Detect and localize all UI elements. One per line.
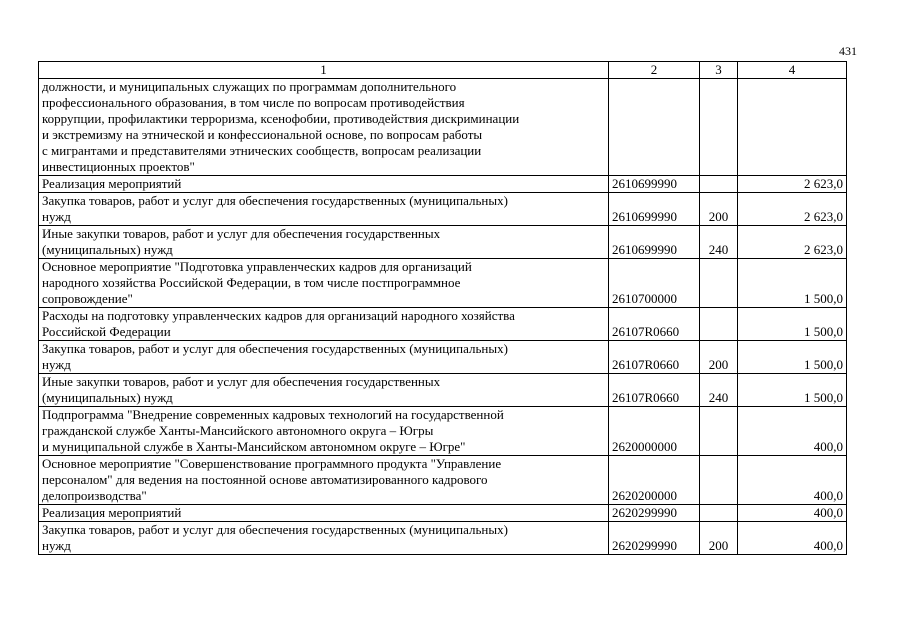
header-col-2: 2 [609,62,700,79]
row-name-cell: Закупка товаров, работ и услуг для обеспечения государственных (муниципальных) нужд [39,193,609,226]
row-name-cell: Иные закупки товаров, работ и услуг для обеспечения государственных (муниципальных) нужд [39,374,609,407]
row-expense-type-cell [700,456,738,505]
table-row [39,79,847,176]
row-code-cell: 2610700000 [609,259,700,308]
row-expense-type-cell: 200 [700,341,738,374]
table-row [39,176,847,193]
table-row [39,456,847,505]
row-expense-type-cell: 240 [700,226,738,259]
row-amount-cell: 1 500,0 [738,341,847,374]
header-col-1: 1 [39,62,609,79]
row-amount-cell: 1 500,0 [738,308,847,341]
row-amount-cell: 400,0 [738,522,847,555]
row-code-cell: 2610699990 [609,176,700,193]
row-amount-cell: 2 623,0 [738,193,847,226]
header-col-3: 3 [700,62,738,79]
row-name-cell: Иные закупки товаров, работ и услуг для обеспечения государственных (муниципальных) нужд [39,226,609,259]
row-amount-cell: 400,0 [738,407,847,456]
table-row [39,505,847,522]
table-row [39,341,847,374]
table-row [39,259,847,308]
row-amount-cell: 400,0 [738,505,847,522]
table-row [39,308,847,341]
row-name-cell: Закупка товаров, работ и услуг для обеспечения государственных (муниципальных) нужд [39,522,609,555]
row-expense-type-cell [700,407,738,456]
row-code-cell: 2620000000 [609,407,700,456]
row-amount-cell: 1 500,0 [738,374,847,407]
row-amount-cell [738,79,847,176]
row-amount-cell: 2 623,0 [738,176,847,193]
row-name-cell: Закупка товаров, работ и услуг для обеспечения государственных (муниципальных) нужд [39,341,609,374]
header-col-4: 4 [738,62,847,79]
row-name-cell: Реализация мероприятий [39,176,609,193]
table-body [39,79,847,555]
row-code-cell: 2610699990 [609,226,700,259]
row-code-cell [609,79,700,176]
row-amount-cell: 1 500,0 [738,259,847,308]
budget-table [38,61,847,555]
table-row [39,374,847,407]
row-name-cell: Основное мероприятие "Подготовка управленческих кадров для организаций народного хозяйства Российской Федерации, в том числе постпрограммное сопровождение" [39,259,609,308]
row-expense-type-cell: 200 [700,522,738,555]
row-name-cell: Реализация мероприятий [39,505,609,522]
row-name-cell: Основное мероприятие "Совершенствование программного продукта "Управление персоналом" для ведения на постоянной основе автоматизированного кадрового делопроизводства" [39,456,609,505]
row-code-cell: 2610699990 [609,193,700,226]
row-expense-type-cell [700,259,738,308]
row-expense-type-cell: 240 [700,374,738,407]
row-expense-type-cell [700,176,738,193]
row-code-cell: 26107R0660 [609,308,700,341]
table-row [39,193,847,226]
row-expense-type-cell [700,308,738,341]
row-name-cell: Подпрограмма "Внедрение современных кадровых технологий на государственной гражданской службе Ханты-Мансийского автономного округа – Югры и муниципальной службе в Ханты-Мансийском автономном округе – Югре" [39,407,609,456]
row-code-cell: 2620299990 [609,522,700,555]
row-expense-type-cell: 200 [700,193,738,226]
row-amount-cell: 2 623,0 [738,226,847,259]
table-row [39,226,847,259]
row-expense-type-cell [700,79,738,176]
table-row [39,407,847,456]
row-expense-type-cell [700,505,738,522]
page-number: 431 [839,44,857,58]
row-code-cell: 2620299990 [609,505,700,522]
table-row [39,522,847,555]
row-name-cell: должности, и муниципальных служащих по программам дополнительного профессионального образования, в том числе по вопросам противодействия коррупции, профилактики терроризма, ксенофобии, противодействия дискриминации и экстремизму на этнической и конфессиональной основе, по вопросам работы с мигрантами и представителями этнических сообществ, вопросам реализации инвестиционных проектов" [39,79,609,176]
row-code-cell: 26107R0660 [609,374,700,407]
row-code-cell: 2620200000 [609,456,700,505]
row-code-cell: 26107R0660 [609,341,700,374]
row-amount-cell: 400,0 [738,456,847,505]
table-header-row [39,62,847,79]
row-name-cell: Расходы на подготовку управленческих кадров для организаций народного хозяйства Российской Федерации [39,308,609,341]
